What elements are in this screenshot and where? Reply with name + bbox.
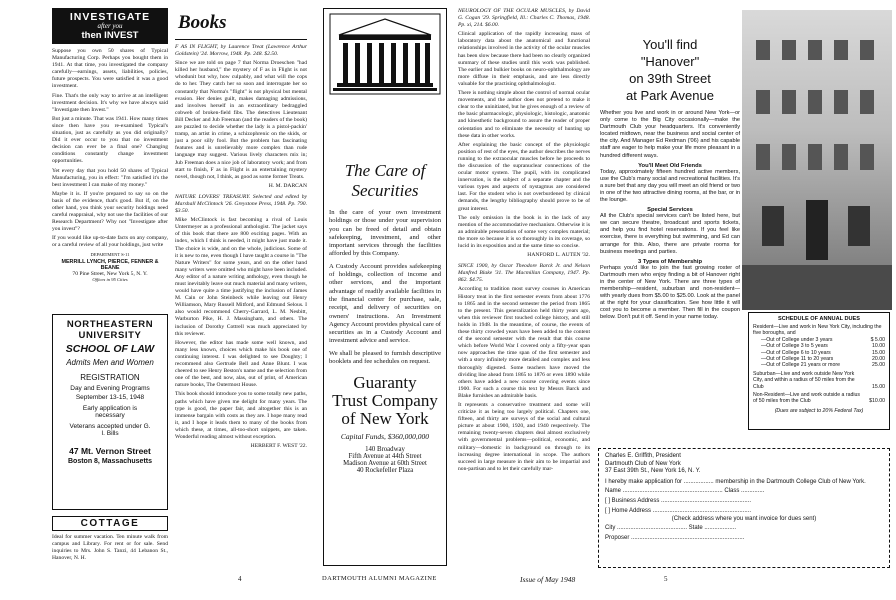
review-signature: HANFORD L. AUTEN '32.: [527, 252, 590, 259]
investigate-paragraph: Suppose you own 50 shares of Typical Manufacturing Corp. Perhaps you bought them in 1941. At that time, you investigated the company carefully—earnings, assets, liabilities, policies, future prospects. You were satisfied it was a good investment.: [52, 48, 168, 90]
dartmouth-club-photo: [742, 10, 892, 310]
page-number-left: 4: [238, 575, 242, 583]
coupon-to-3: 37 East 39th St., New York 16, N. Y.: [605, 468, 701, 474]
dues-suburban-amount: 15.00: [872, 383, 885, 390]
coupon-apply[interactable]: I hereby make application for .................. membership in the Dartmouth College Club of New York.: [605, 478, 866, 485]
coupon-to-1: Charles E. Griffith, President: [605, 453, 681, 459]
investigate-title: INVESTIGATE: [69, 11, 151, 23]
northeastern-line7: September 13-15, 1948: [75, 394, 145, 401]
northeastern-line11: Boston 8, Massachusetts: [67, 458, 153, 465]
dues-rows: [753, 337, 885, 369]
review-citation: SINCE 1900, by Oscar Theodore Barck Jr. and Nelson Manfred Blake '31. The Macmillan Company, 1947. Pp. 862. $4.75.: [458, 263, 590, 284]
northeastern-line2: UNIVERSITY: [78, 330, 142, 341]
hanover-intro: Whether you live and work in or around New York—or only come to the Big City occasionally—make the Dartmouth Club your headquarters. It's conveniently located midtown, near the business and social center of the city. And Manager Ed Redman ('06) and his capable staff are eager to help make your life more pleasant in a hundred different ways.: [600, 110, 740, 159]
dues-row-label: —Out of College under 3 years: [761, 336, 833, 343]
dues-note: (Dues are subject to 20% Federal Tax): [774, 407, 864, 414]
issue-footer: Issue of May 1948: [520, 575, 576, 584]
dues-row-label: —Out of College 3 to 5 years: [761, 343, 828, 350]
review-paragraph: Clinical application of the rapidly increasing mass of laboratory data about the anatomical and functional relationships involved in the activity of the ocular muscles has been slow because there had been no clearly organized summary of these studies until this work was published. The earlier and bulkier books on neuro-ophthalmology are more diffuse in their emphasis, and are less directly valuable for the practising ophthalmologist.: [458, 31, 590, 87]
review-signature: HERBERT F. WEST '22.: [250, 443, 307, 450]
dues-schedule: [748, 312, 890, 430]
hanover-headline-2: "Hanover": [640, 54, 700, 69]
care-para-2: A Custody Account provides safekeeping of holdings, collection of income and other services, and the important advantage of readily available facilities in the financial center for purchase, sale, receipt, and delivery of securities on owners' instructions. An Investment Agency Account provides physical care of securities as in a Custody Account and investment advice and service.: [329, 262, 441, 345]
review-paragraph: According to tradition most survey courses in American History treat in the first semester events from about 1776 to 1865 and in the second semester the period from 1865 to the present. This generalization held thirty years ago, when this reviewer first touched college history, and still holds in 1948. In the meantime, of course, the events of these thirty crowded years have been added to the content of the second semester with the result that this course which before World War I covered only a fifty-year span now approaches the time span of the first semester and with a story infinitely more detailed and complex and less thoroughly digested. Some teachers have moved the dividing line ahead from 1865 to 1876 or even 1890 while others have added a new course covering events since 1900. For such a course this text by Messrs Barck and Blake furnishes an admirable basis.: [458, 286, 590, 399]
dues-row-label: —Out of College 21 years or more: [761, 362, 841, 369]
bank-address-2: Fifth Avenue at 44th Street: [348, 453, 422, 461]
dues-row-label: —Out of College 11 to 20 years: [761, 356, 834, 363]
review-citation: F AS IN FLIGHT, by Laurence Treat (Lawrence Arthur Goldstein) '24. Morrow, 1948. Pp. 248. $2.50.: [175, 44, 307, 58]
ad-northeastern: [52, 314, 168, 510]
dues-suburban: Suburban—Live and work outside New York City, and within a radius of 50 miles from the Club: [753, 370, 855, 390]
investigate-paragraph: Fine. That's the only way to arrive at an intelligent investment decision. It's why we have always said "Investigate then Invest.": [52, 92, 168, 113]
review-paragraph: Since we are told on page 7 that Norma Droeschen "had killed her husband," the mystery of F as in Flight is not whodunit but why, how culpably, and what will the cops do to her. They catch her so soon and interrogate her so constantly that Norma's "flight" is not physical but mental evasion. Her denies guilt, makes damaging admissions, and involves herself in an extraordinary bedraggled cobweb of broken-field fibs. The detectives Lieutenant Bill Decker and Jub Freeman (and the readers of the book) are puzzled to decide whether the lady is a pistol-packin' tramp, an artist in crime, a schizophrenic on the skids, or just a poor silly fool. But the problem has fascinating features and is unrelievably more complex than rude language may suggest. Various lively characters mix in; Jub Freeman does a nice job of laboratory work; and from start to finish, F as in Flight is an entertaining mystery novel, though not, I think, as good as some former Treats.: [175, 60, 307, 180]
northeastern-line10: 47 Mt. Vernon Street: [69, 446, 151, 456]
reviews-column: [458, 8, 590, 475]
review-citation: NEUROLOGY OF THE OCULAR MUSCLES, by David G. Cogan '29. Springfield, Ill.: Charles C. Thomas, 1948. Pp. xi, 214. $6.00.: [458, 8, 590, 29]
hanover-para-2: All the Club's special services can't be listed here, but we can secure theatre, broadcast and sports tickets, and help you find hotel reservations. If you feel like exercise, there is everything but swimming, and Ed can arrange for this. Also, there are private rooms for business meetings and parties.: [600, 213, 740, 255]
review-paragraph: The only omission in the book is in the lack of any mention of the accommodative mechanism. Otherwise it is an admirable presentation of some very complex material; the more so because it is so thoroughly in its coverage, so lucid in its exposition and at the same time so concise.: [458, 214, 590, 249]
hanover-headline-1: You'll find: [642, 37, 698, 52]
hanover-sub-3: 3 Types of Membership: [638, 258, 702, 265]
membership-coupon: [598, 448, 890, 568]
cottage-body: Ideal for summer vacation. Ten minute walk from campus and Library. For rent or for sale. Send inquiries to Mrs. John S. Tanzi, 44 Lebanon St., Hanover, N. H.: [52, 534, 168, 562]
bank-name-1: Guaranty: [353, 373, 417, 393]
review-paragraph: It represents a conservative treatment and some will criticize it as being too largely political. Chapters one, fifteen, and thirty are surveys of the social and cultural picture at about 1900, 1920, and 1940 respectively. The remaining twenty-seven chapters deal almost exclusively with governmental problems—political, economic, and military—domestic in background on through to its increasing degree international in scope. The authors succeed in large measure in their aim to be impartial and non-partisan and to let their carefully mar-: [458, 401, 590, 472]
care-title-2: Securities: [351, 181, 419, 200]
hanover-sub-2: Special Services: [647, 207, 693, 214]
review-paragraph: This book should introduce you to some totally new paths, paths which have given me delight for many years. The type is good, the paper fair, and altogether this is an immense bargain with costs as they are. I hope many read it, and I hope it leads them to many of the books from which these, at times, all-too-short snippets, are taken. Wonderful reading almost without exception.: [175, 391, 307, 440]
northeastern-line3: SCHOOL OF LAW: [65, 343, 155, 355]
dues-row-amount: 25.00: [872, 362, 885, 369]
dues-nonresident-amount: $10.00: [869, 398, 885, 405]
coupon-city-field[interactable]: City .......................................... State ...................: [605, 525, 737, 531]
ad-merrill-lynch: [52, 8, 168, 282]
dues-title: SCHEDULE OF ANNUAL DUES: [777, 316, 861, 322]
coupon-proposer-field[interactable]: Proposer ....................................................................: [605, 535, 745, 541]
care-para-3: We shall be pleased to furnish descriptive booklets and fee schedules on request.: [329, 349, 441, 366]
investigate-paragraph: Yet every day that you hold 50 shares of Typical Manufacturing, you in effect: "I'm satisfied it's the best investment I can make of my money.": [52, 167, 168, 188]
firm-name: MERRILL LYNCH, PIERCE, FENNER & BEANE: [61, 258, 159, 271]
hanover-sub-1: You'll Meet Old Friends: [638, 162, 702, 169]
coupon-home-checkbox[interactable]: [ ] Home Address ...........................................................: [605, 508, 752, 514]
ad-guaranty-trust: [323, 8, 447, 566]
coupon-to-2: Dartmouth Club of New York: [605, 460, 681, 467]
review-citation: NATURE LOVERS' TREASURY. Selected and edited by Marshall McClintock '26. Greystone Press, 1948. Pp. 790. $3.50.: [175, 193, 307, 215]
northeastern-line6: Day and Evening Programs: [70, 385, 150, 392]
bank-building-illustration: [329, 13, 441, 95]
hanover-headline-3: on 39th Street: [629, 71, 711, 86]
bank-name-2: Trust Company: [332, 391, 438, 411]
dues-resident: Resident—Live and work in New York City, including the five boroughs, and: [753, 324, 882, 337]
bank-address-1: 140 Broadway: [365, 446, 405, 454]
review-paragraph: Mike McClintock is fast becoming a rival of Louis Untermeyer as a professional anthologist. The jacket says of this book that there are 800 exciting pages. With an index, which I think is needed, it might have just made it. The choice is wide, and on the whole, judicious. Some of it is new to me, even though I have taught a course in "The Nature Writers" for some years, and on the other hand many writers were omitted who might have been included. Any editor of a nature writing anthology, even though he must inevitably leave out much material and many writers, would have quite a time justifying the inclusion of James M. Cain or John Steinbeck while leaving out Henry Williamson, Mary Russell Mitford, and Edmund Selous. I also would recommend Cherry-Garrard, L. M. Nesbitt, Warburton Pike, H. J. Massingham, and others. The inclusion of Dorothy Cottrell was much appreciated by this reviewer.: [175, 217, 307, 337]
dues-nonresident: Non-Resident—Live and work outside a radius of 50 miles from the Club: [753, 392, 860, 405]
review-paragraph: After explaining the basic concept of the physiologic position of rest of the eyes, the author describes the nerves running to the extraocular muscles before he proceeds to the discussion of the supranuclear connections of the ocular motor system. The pupil, with its complicated innervation, is the subject of a separate chapter and the various types and aspects of nystagmus are considered last. For the student who is not overburdened by clinical demands, the lengthy bibliography should prove to be of great interest.: [458, 141, 590, 212]
ad-cottage: [52, 516, 168, 564]
northeastern-line8: Early application is necessary: [82, 405, 138, 419]
investigate-paragraph: But just a minute. That was 1941. How many times since then have you re-examined Typical's situation, just as carefully as you did originally? Did it ever occur to you that no investment decision can ever be a final one? Changing conditions constantly change investment opportunities.: [52, 115, 168, 165]
hanover-para-1: Today, approximately fifteen hundred active members, use the Club's many social and recreational facilities. It's a sure bet that any day you will meet an old friend or two in one of the two attractive dining rooms, at the bar, or in the lounge.: [600, 168, 740, 204]
bank-address-4: 40 Rockefeller Plaza: [356, 467, 414, 475]
bank-address-3: Madison Avenue at 60th Street: [343, 460, 427, 468]
northeastern-line1: NORTHEASTERN: [66, 319, 154, 330]
care-title-1: The Care of: [344, 161, 426, 180]
coupon-business-checkbox[interactable]: [ ] Business Address ......................................................: [605, 498, 752, 504]
investigate-banner: [52, 8, 168, 44]
department-code: DEPARTMENT S-11: [90, 251, 130, 257]
northeastern-line4: Admits Men and Women: [66, 358, 154, 367]
magazine-footer: DARTMOUTH ALUMNI MAGAZINE: [322, 575, 437, 582]
review-paragraph: There is nothing simple about the control of normal ocular movements, and the author does not pretend to make it clear to the uninitiated, but he gives enough of a review of the basic pharmacologic, physiologic, histologic, anatomic and kinesthetic background to assure the reader of proper orientation and to eliminate the necessity of hunting up these data in other works.: [458, 90, 590, 139]
investigate-paragraph: Maybe it is. If you're prepared to say so on the basis of the evidence, that's good. But if, on the other hand, you think your security holdings need careful reappraisal, why not use the facilities of our Research Department? Why not "Investigate after you invest"?: [52, 190, 168, 233]
books-column: [175, 8, 307, 452]
review-paragraph: However, the editor has made some well known, and many less known, choices which make his book one of continuing interest. I was delighted to see Doughty; I recommend also Gertrude Bell and Anne Blunt. I was cheered to see Henry Beston's name and the selection from one of the best, and now, alas, out of print, of American nature books, The Outermost House.: [175, 339, 307, 389]
dues-row: [753, 362, 885, 368]
northeastern-line5: REGISTRATION: [80, 373, 140, 382]
bank-name-3: of New York: [341, 409, 429, 429]
review-signature: H. M. DARCAN: [268, 182, 307, 189]
investigate-then: then INVEST: [81, 30, 139, 41]
dues-row-amount: 15.00: [872, 349, 885, 356]
page-number-right: 5: [664, 575, 668, 583]
coupon-name-field[interactable]: Name ............................................................ Class ..............: [605, 488, 765, 494]
ad-dartmouth-club: [600, 8, 740, 323]
firm-offices: Offices in 95 Cities: [92, 276, 128, 282]
coupon-check-note: (Check address where you want invoice for dues sent): [671, 516, 817, 522]
care-para-1: In the care of your own investment holdings or those under your supervision you can be freed of detail and obtain safekeeping, investment, and other important services through the facilities afforded by this Company.: [329, 209, 441, 258]
cottage-title: COTTAGE: [52, 516, 168, 531]
dues-row-label: —Out of College 6 to 10 years: [761, 349, 831, 356]
investigate-after: after you: [97, 22, 123, 30]
dues-row-amount: 20.00: [872, 356, 885, 363]
hanover-para-3: Perhaps you'd like to join the fast growing roster of Dartmouth men who enjoy finding a bit of Hanover right in the center of New York. There are three types of membership—resident, suburban and non-resident—with yearly dues from $5.00 to $25.00. Look at the panel at the right for your classification. See how little it will cost you to become a member. Then fill in the coupon below. Don't put it off. Send in your name today.: [600, 264, 740, 321]
dues-row-amount: 10.00: [872, 343, 885, 350]
northeastern-line9: Veterans accepted under G. I. Bills: [69, 423, 151, 437]
investigate-paragraph: If you would like up-to-date facts on any company, or a careful review of all your holdings, just write: [52, 235, 168, 249]
hanover-headline-4: at Park Avenue: [626, 88, 714, 103]
firm-address: 70 Pine Street, New York 5, N. Y.: [72, 270, 148, 277]
bank-capital: Capital Funds, $360,000,000: [340, 432, 430, 442]
dues-row-amount: $ 5.00: [870, 336, 885, 343]
books-heading: Books: [178, 12, 227, 33]
